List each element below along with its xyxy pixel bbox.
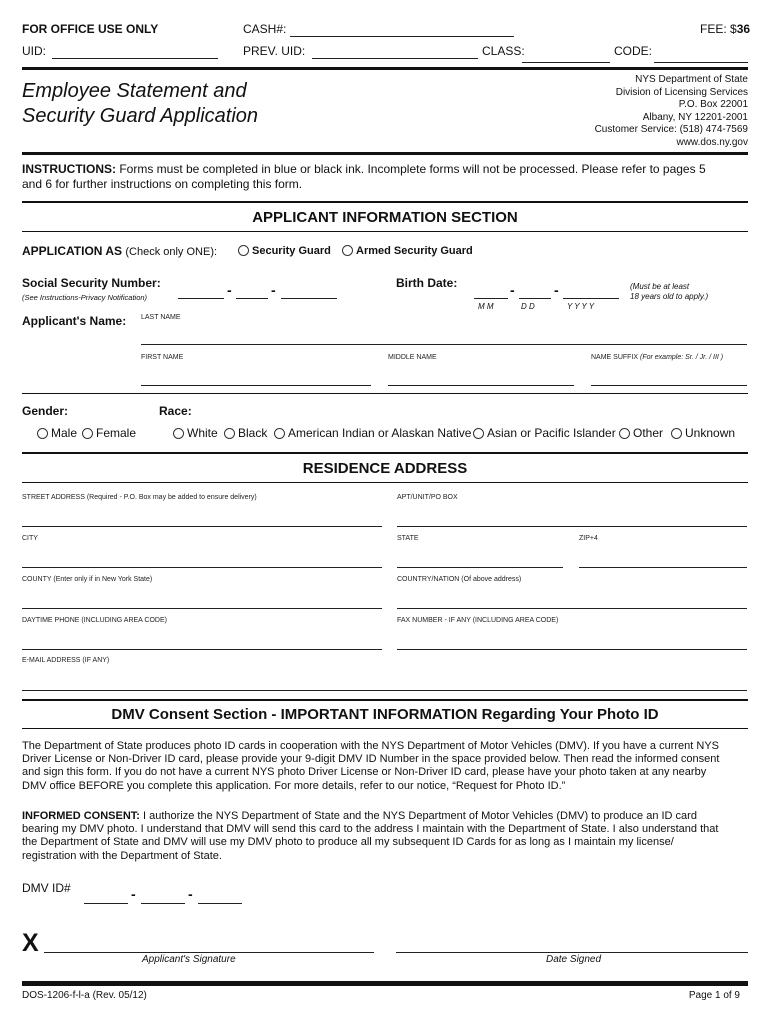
cash-field[interactable] <box>290 36 514 37</box>
name-suffix-label: NAME SUFFIX (For example: Sr. / Jr. / III ) <box>591 354 724 361</box>
footer-bar <box>22 981 748 986</box>
birth-yyyy: Y Y Y Y <box>567 302 595 311</box>
email-field[interactable] <box>22 690 747 691</box>
middle-name-label: MIDDLE NAME <box>388 354 437 361</box>
birth-year[interactable] <box>563 298 619 299</box>
dmv-heading-rule <box>22 728 748 729</box>
applicant-name-label: Applicant's Name: <box>22 314 127 328</box>
instructions: INSTRUCTIONS: Forms must be completed in blue or black ink. Incomplete forms will not be processed. Please refer to pages 5 and 6 for further instructions on completing this form. <box>22 162 706 191</box>
page-number: Page 1 of 9 <box>688 990 740 1001</box>
fee-label: FEE: $36 <box>700 22 751 36</box>
first-name-field[interactable] <box>141 385 371 386</box>
state-field[interactable] <box>397 567 563 568</box>
birth-dash: - <box>510 282 515 298</box>
daytime-phone-field[interactable] <box>22 649 382 650</box>
fax-label: FAX NUMBER - IF ANY (INCLUDING AREA CODE) <box>397 617 559 624</box>
class-label: CLASS: <box>482 44 525 58</box>
applicant-section-heading: APPLICANT INFORMATION SECTION <box>252 209 518 226</box>
applicant-heading-rule <box>22 231 748 232</box>
radio-icon[interactable] <box>224 428 235 439</box>
race-other[interactable]: Other <box>619 426 663 440</box>
informed-consent-paragraph: INFORMED CONSENT: I authorize the NYS Department of State and the NYS Department of Motor Vehicles (DMV) to produce an ID card bearing my DMV photo. I understand that DMV will send this card to the address I maintain with the Department of State. I also understand that the Department of State and DMV will use my DMV photo to produce all my subsequent ID Cards for as long as I maintain my license/ registration with the Department of State. <box>22 810 719 862</box>
race-black[interactable]: Black <box>224 426 267 440</box>
gender-label: Gender: <box>22 404 69 418</box>
birth-age-note: (Must be at least 18 years old to apply.) <box>630 282 709 301</box>
daytime-phone-label: DAYTIME PHONE (INCLUDING AREA CODE) <box>22 617 167 624</box>
residence-heading: RESIDENCE ADDRESS <box>302 460 468 477</box>
code-label: CODE: <box>614 44 653 58</box>
form-id: DOS-1206-f-l-a (Rev. 05/12) <box>22 990 147 1001</box>
dmv-id-part1[interactable] <box>84 903 128 904</box>
name-suffix-field[interactable] <box>591 385 747 386</box>
dmv-id-part3[interactable] <box>198 903 242 904</box>
uid-field[interactable] <box>52 58 218 59</box>
birth-date-label: Birth Date: <box>396 276 458 290</box>
last-name-label: LAST NAME <box>141 314 181 321</box>
residence-heading-rule <box>22 482 748 483</box>
street-address-field[interactable] <box>22 526 382 527</box>
signature-field[interactable] <box>44 952 374 953</box>
city-field[interactable] <box>22 567 382 568</box>
race-label: Race: <box>159 404 192 418</box>
fax-field[interactable] <box>397 649 747 650</box>
form-title: Employee Statement and Security Guard Application <box>22 80 259 127</box>
radio-icon[interactable] <box>619 428 630 439</box>
state-label: STATE <box>397 535 419 542</box>
prev-uid-field[interactable] <box>312 58 478 59</box>
demographics-divider <box>22 452 748 454</box>
dmv-id-dash: - <box>188 886 193 902</box>
dmv-info-paragraph: The Department of State produces photo ID cards in cooperation with the NYS Department of Motor Vehicles (DMV). If you have a current NYS Driver License or Non-Driver ID card, please provide your 9-digit DMV ID Number in the space provided below. Then read the informed consent and sign this form. If you do not have a current NYS photo Driver License or Non-Driver ID card, please have your photo taken at any nearby DMV office BEFORE you complete this application. For more details, refer to our notice, “Request for Photo ID.” <box>22 740 720 792</box>
signature-label: Applicant's Signature <box>142 954 236 965</box>
county-field[interactable] <box>22 608 382 609</box>
date-signed-label: Date Signed <box>546 954 602 965</box>
gender-female[interactable]: Female <box>82 426 136 440</box>
dmv-id-part2[interactable] <box>141 903 185 904</box>
email-label: E-MAIL ADDRESS (IF ANY) <box>22 657 110 664</box>
middle-name-field[interactable] <box>388 385 574 386</box>
cash-label: CASH#: <box>243 22 287 36</box>
date-signed-field[interactable] <box>396 952 748 953</box>
prev-uid-label: PREV. UID: <box>243 44 306 58</box>
option-security-guard[interactable]: Security Guard <box>238 245 331 257</box>
county-label: COUNTY (Enter only if in New York State) <box>22 576 153 583</box>
code-field[interactable] <box>654 62 748 63</box>
fee-amount: 36 <box>736 22 751 36</box>
apt-label: APT/UNIT/PO BOX <box>397 494 458 501</box>
ssn-label: Social Security Number: <box>22 276 161 290</box>
zip-label: ZIP+4 <box>579 535 598 542</box>
ssn-part2[interactable] <box>236 298 268 299</box>
race-asian-pacific[interactable]: Asian or Pacific Islander <box>473 426 616 440</box>
apt-field[interactable] <box>397 526 747 527</box>
uid-label: UID: <box>22 44 46 58</box>
race-unknown[interactable]: Unknown <box>671 426 735 440</box>
application-as: APPLICATION AS (Check only ONE): <box>22 244 218 258</box>
dmv-heading: DMV Consent Section - IMPORTANT INFORMATION Regarding Your Photo ID <box>111 706 659 723</box>
title-divider <box>22 152 748 155</box>
office-use-heading: FOR OFFICE USE ONLY <box>22 22 159 36</box>
gender-male[interactable]: Male <box>37 426 77 440</box>
birth-month[interactable] <box>474 298 508 299</box>
ssn-part3[interactable] <box>281 298 337 299</box>
radio-icon[interactable] <box>473 428 484 439</box>
ssn-part1[interactable] <box>178 298 224 299</box>
street-address-label: STREET ADDRESS (Required - P.O. Box may be added to ensure delivery) <box>22 494 257 501</box>
name-divider <box>22 393 748 394</box>
race-american-indian[interactable]: American Indian or Alaskan Native <box>274 426 471 440</box>
option-armed-security-guard[interactable]: Armed Security Guard <box>342 245 473 257</box>
zip-field[interactable] <box>579 567 747 568</box>
ssn-dash: - <box>227 282 232 298</box>
last-name-field[interactable] <box>141 344 747 345</box>
class-field[interactable] <box>522 62 610 63</box>
header-divider <box>22 67 748 70</box>
country-field[interactable] <box>397 608 747 609</box>
birth-dd: D D <box>521 302 535 311</box>
radio-icon[interactable] <box>342 245 353 256</box>
radio-icon[interactable] <box>173 428 184 439</box>
signature-x-mark: X <box>22 929 39 957</box>
instructions-divider <box>22 201 748 203</box>
race-white[interactable]: White <box>173 426 218 440</box>
dmv-id-label: DMV ID# <box>22 881 71 895</box>
radio-icon[interactable] <box>82 428 93 439</box>
first-name-label: FIRST NAME <box>141 354 184 361</box>
radio-icon[interactable] <box>238 245 249 256</box>
country-label: COUNTRY/NATION (Of above address) <box>397 576 522 583</box>
birth-mm: M M <box>478 302 494 311</box>
ssn-note: (See Instructions-Privacy Notification) <box>22 293 148 302</box>
birth-day[interactable] <box>519 298 551 299</box>
ssn-dash: - <box>271 282 276 298</box>
residence-divider <box>22 699 748 701</box>
radio-icon[interactable] <box>671 428 682 439</box>
radio-icon[interactable] <box>274 428 285 439</box>
dmv-id-dash: - <box>131 886 136 902</box>
city-label: CITY <box>22 535 38 542</box>
birth-dash: - <box>554 282 559 298</box>
agency-address: NYS Department of State Division of Licensing Services P.O. Box 22001 Albany, NY 12201-2001 Customer Service: (518) 474-7569 www.dos.ny.gov <box>594 74 748 148</box>
radio-icon[interactable] <box>37 428 48 439</box>
